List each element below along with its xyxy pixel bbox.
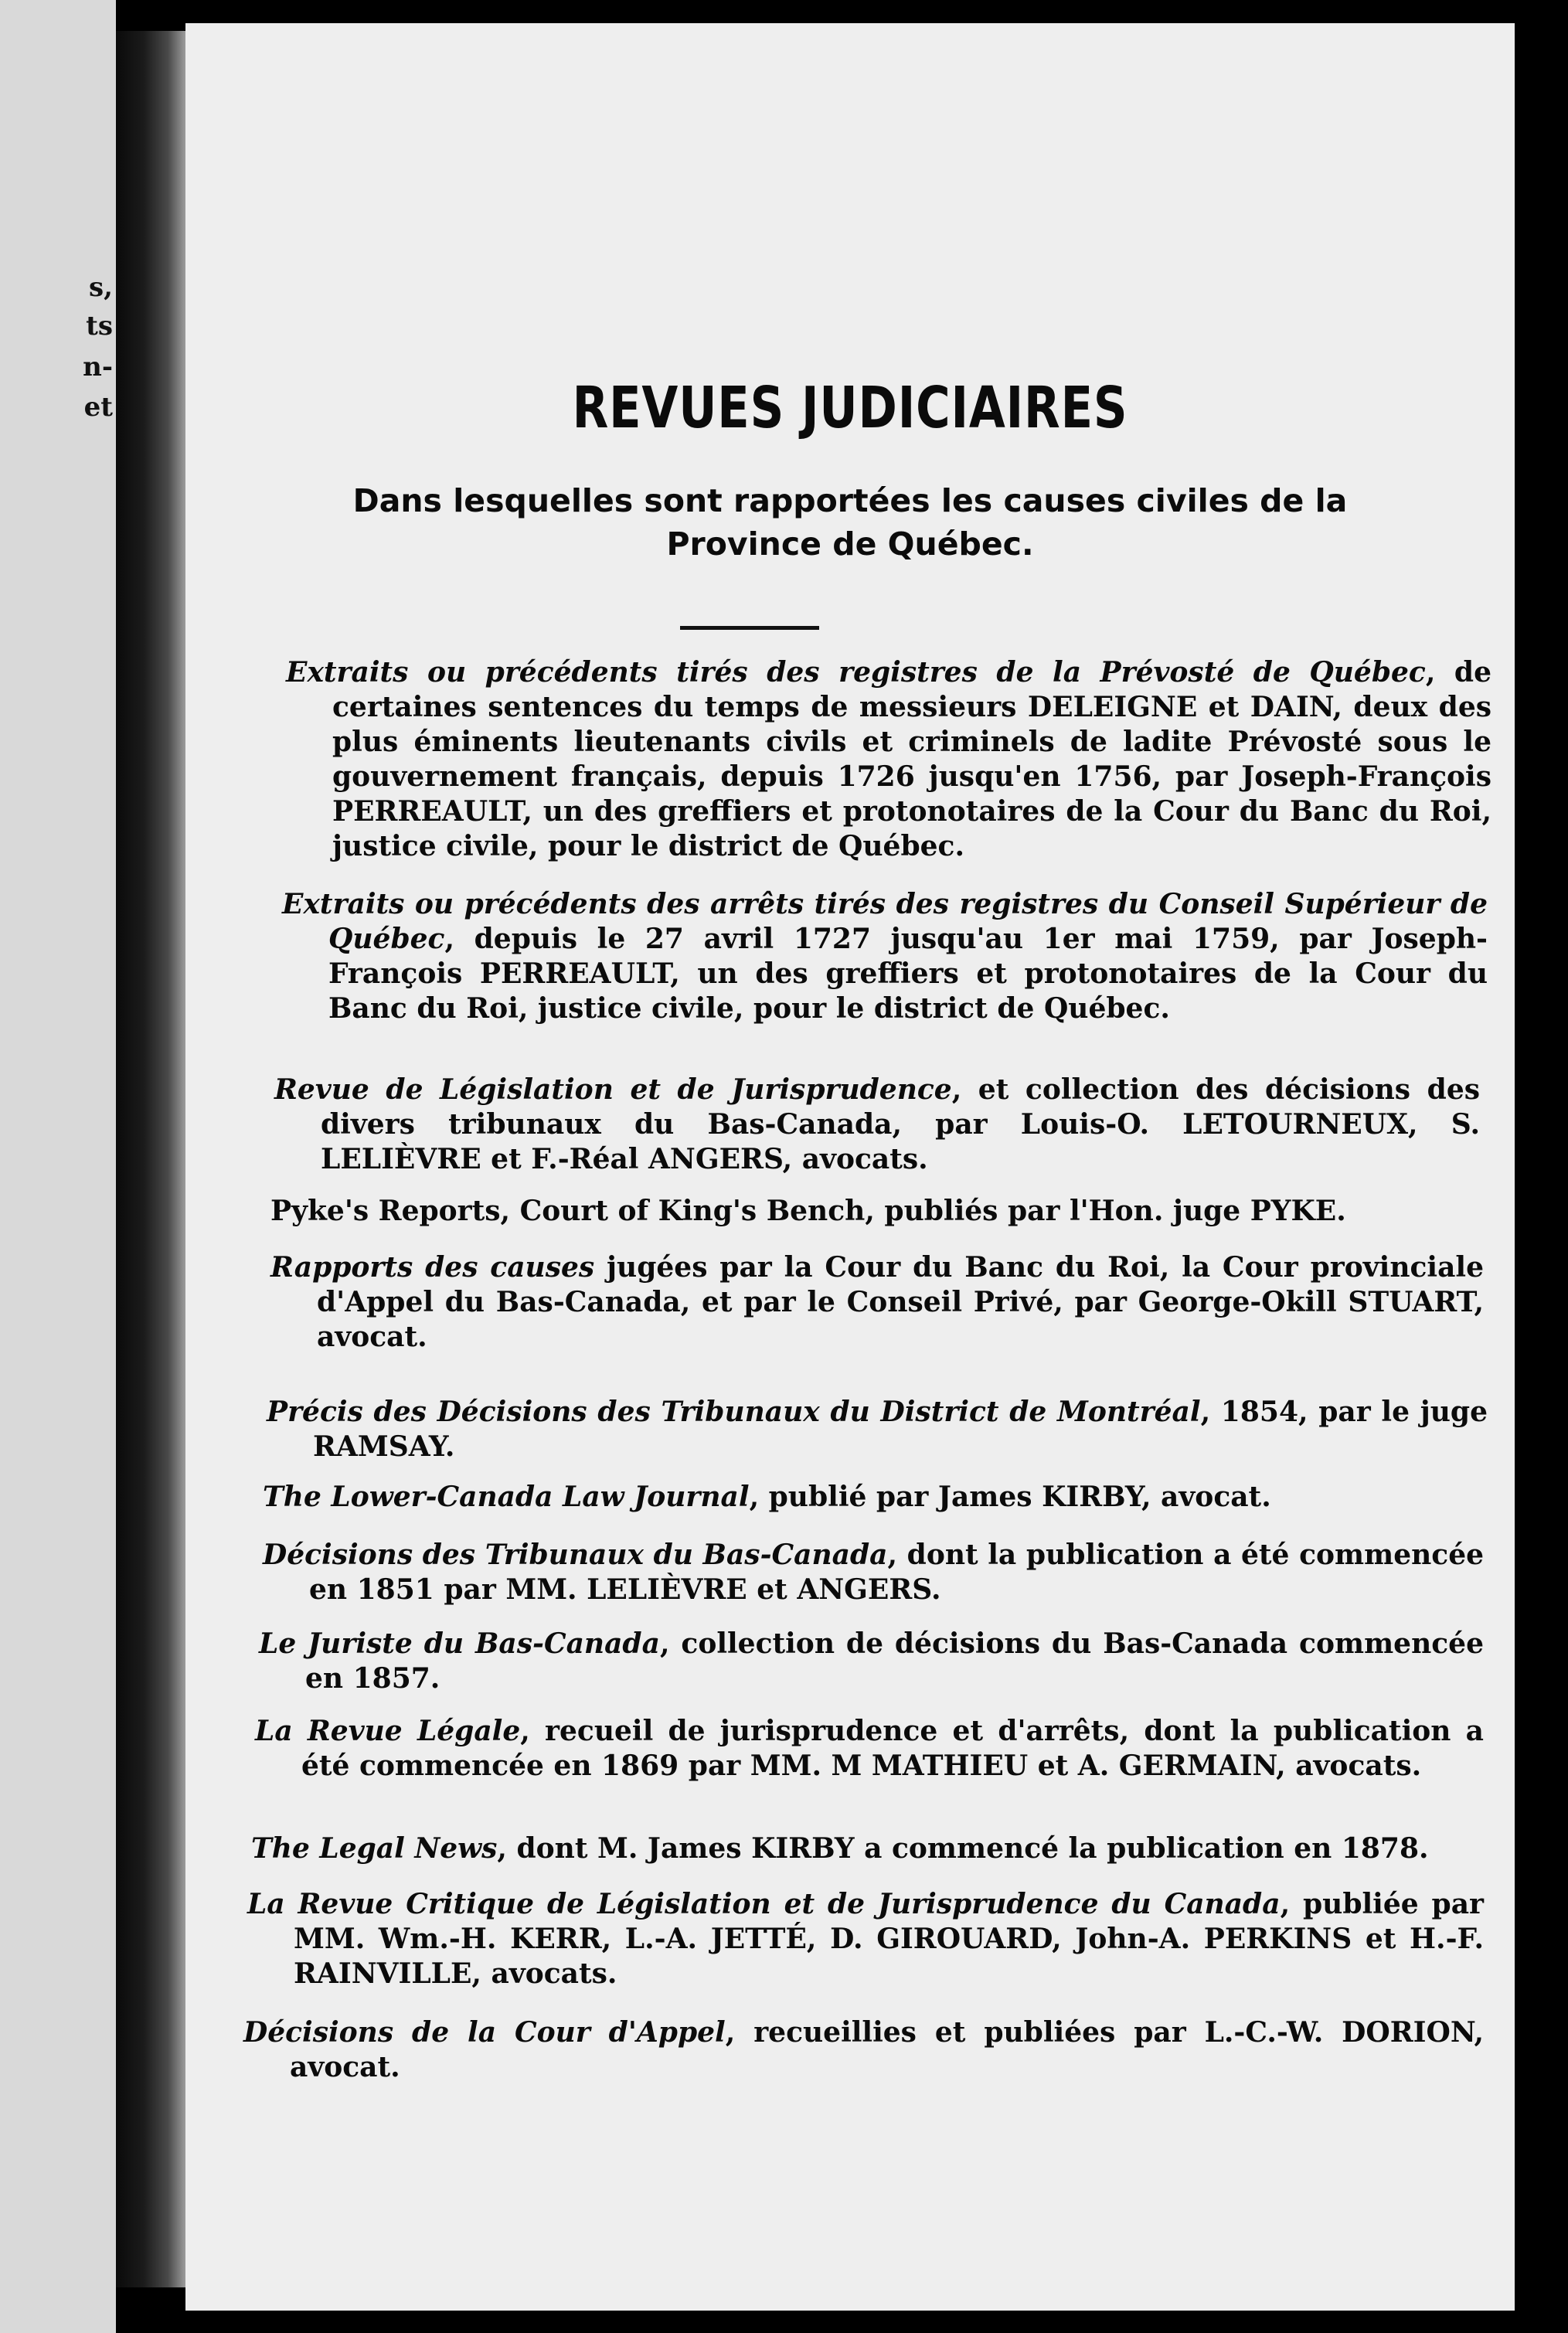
entry-title: Précis des Décisions des Tribunaux du District de Montréal	[267, 1396, 1201, 1428]
page-title: REVUES JUDICIAIRES	[572, 375, 1128, 441]
entry-body: , publiée par MM. Wm.-H. KERR, L.-A. JETTÉ, D. GIROUARD, John-A. PERKINS et H.-F. RAINVILLE, avocats.	[294, 1888, 1484, 1990]
list-item	[282, 887, 1488, 1026]
list-item	[274, 1073, 1480, 1177]
list-item	[270, 1194, 1484, 1229]
list-item	[255, 1714, 1484, 1784]
entry-list	[185, 23, 1515, 2311]
page-gutter	[116, 31, 185, 2287]
entry-body: , depuis le 27 avril 1727 jusqu'au 1er mai 1759, par Joseph-François PERREAULT, un des greffiers et protonotaires de la Cour du Banc du Roi, justice civile, pour le district de Québec.	[328, 923, 1488, 1025]
list-item	[243, 2015, 1484, 2085]
entry-title: La Revue Légale	[255, 1715, 521, 1747]
list-item	[259, 1627, 1484, 1696]
entry-body: Pyke's Reports, Court of King's Bench, publiés par l'Hon. juge PYKE.	[270, 1195, 1346, 1227]
entry-body: , recueillies et publiées par L.-C.-W. DORION, avocat.	[290, 2016, 1485, 2083]
facing-page-fragment	[0, 0, 116, 2333]
list-item	[270, 1250, 1484, 1355]
list-item	[251, 1831, 1484, 1866]
list-item	[286, 655, 1491, 864]
entry-body: , publié par James KIRBY, avocat.	[749, 1481, 1271, 1513]
entry-body: , 1854, par le juge RAMSAY.	[313, 1396, 1488, 1463]
entry-body: , collection de décisions du Bas-Canada commencée en 1857.	[305, 1627, 1484, 1695]
list-item	[263, 1538, 1484, 1607]
entry-title: Extraits ou précédents des arrêts tirés des registres du Conseil Supérieur de Québec	[282, 888, 1488, 955]
list-item	[263, 1480, 1484, 1515]
entry-title: Décisions de la Cour d'Appel	[243, 2016, 726, 2049]
entry-title: The Lower-Canada Law Journal	[263, 1481, 750, 1513]
list-item	[247, 1887, 1484, 1991]
entry-body: , de certaines sentences du temps de messieurs DELEIGNE et DAIN, deux des plus éminents lieutenants civils et criminels de ladite Prévosté sous le gouvernement français, depuis 1726 jusqu'en 1756, par Joseph-François PERREAULT, un des greffiers et protonotaires de la Cour du Banc du Roi, justice civile, pour le district de Québec.	[332, 656, 1491, 862]
entry-body: jugées par la Cour du Banc du Roi, la Cour provinciale d'Appel du Bas-Canada, et par le Conseil Privé, par George-Okill STUART, avocat.	[317, 1251, 1484, 1353]
page-subtitle: Dans lesquelles sont rapportées les causes civiles de la Province de Québec.	[352, 482, 1348, 563]
entry-title: Le Juriste du Bas-Canada	[259, 1627, 660, 1660]
list-item	[267, 1395, 1488, 1464]
facing-page-text: s,	[89, 272, 113, 303]
entry-body: , recueil de jurisprudence et d'arrêts, dont la publication a été commencée en 1869 par MM. M MATHIEU et A. GERMAIN, avocats.	[301, 1715, 1484, 1782]
entry-title: The Legal News	[251, 1832, 498, 1865]
entry-title: Extraits ou précédents tirés des registres de la Prévosté de Québec	[286, 656, 1426, 689]
entry-title: Rapports des causes	[270, 1251, 595, 1284]
facing-page-text: et	[83, 392, 113, 423]
entry-body: , dont la publication a été commencée en 1851 par MM. LELIÈVRE et ANGERS.	[309, 1539, 1484, 1606]
document-page	[185, 23, 1515, 2311]
entry-title: La Revue Critique de Législation et de Jurisprudence du Canada	[247, 1888, 1281, 1920]
entry-title: Décisions des Tribunaux du Bas-Canada	[263, 1539, 888, 1571]
facing-page-text: ts	[86, 311, 113, 342]
entry-body: , et collection des décisions des divers tribunaux du Bas-Canada, par Louis-O. LETOURNEUX, S. LELIÈVRE et F.-Réal ANGERS, avocats.	[321, 1073, 1480, 1175]
entry-body: , dont M. James KIRBY a commencé la publication en 1878.	[497, 1832, 1429, 1865]
entry-title: Revue de Législation et de Jurisprudence	[274, 1073, 952, 1106]
facing-page-text: n-	[83, 352, 113, 383]
